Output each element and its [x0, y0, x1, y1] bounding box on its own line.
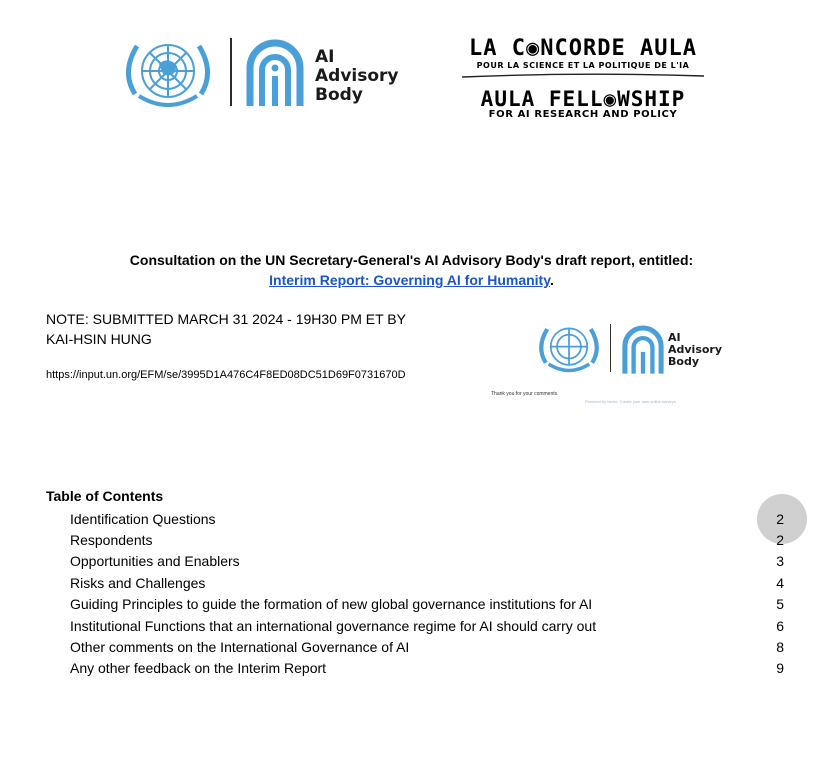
fellowship-title: AULA FELL◉WSHIP [480, 87, 686, 111]
toc-item-page: 9 [776, 660, 784, 677]
toc-item[interactable] [70, 551, 784, 572]
body-label: Body [315, 85, 363, 105]
toc-item-label: Institutional Functions that an international governance regime for AI should carry out [70, 617, 597, 634]
submission-url: https://input.un.org/EFM/se/3995D1A476C4F8ED08DC51D69F0731670D [46, 369, 406, 381]
toc-item-label: Any other feedback on the Interim Report [70, 660, 327, 677]
toc-item[interactable] [70, 529, 784, 550]
ai-advisory-body-logotype [315, 48, 399, 105]
toc-item[interactable] [70, 594, 784, 615]
consultation-title [0, 250, 823, 290]
un-emblem-small-icon [536, 320, 602, 376]
toc-item-page: 3 [776, 553, 784, 570]
concorde-subtitle: POUR LA SCIENCE ET LA POLITIQUE DE L'IA [476, 61, 690, 70]
link-suffix: . [549, 272, 554, 288]
toc-item-page: 2 [776, 532, 784, 549]
toc-item-label: Opportunities and Enablers [70, 553, 240, 570]
advisory-label: Advisory [315, 66, 399, 86]
ai-advisory-body-icon [246, 38, 304, 106]
un-emblem-icon [121, 34, 215, 112]
toc-item-page: 2 [776, 510, 784, 527]
powered-by-text: Powered by Nexio. Create your own online surveys [585, 399, 676, 404]
toc-item-label: Other comments on the International Governance of AI [70, 639, 410, 656]
la-concorde-aula-logo [458, 38, 708, 120]
toc-item-page: 4 [776, 574, 784, 591]
ai-advisory-body-small-icon [622, 324, 664, 374]
page-header [0, 30, 823, 120]
toc-item[interactable] [70, 658, 784, 679]
submission-note [46, 309, 466, 349]
toc-item-page: 6 [776, 617, 784, 634]
ai-label: AI [315, 47, 335, 67]
toc-item-label: Guiding Principles to guide the formation of new global governance institutions for AI [70, 596, 593, 613]
toc-item[interactable] [70, 615, 784, 636]
small-advisory-label: Advisory [668, 343, 723, 356]
toc-list [70, 508, 784, 679]
small-ai-label: AI [668, 331, 681, 344]
toc-item[interactable] [70, 508, 784, 529]
toc-item[interactable] [70, 572, 784, 593]
note-line-1: NOTE: SUBMITTED MARCH 31 2024 - 19H30 PM ET BY [46, 311, 406, 327]
toc-heading: Table of Contents [46, 488, 164, 504]
swoosh-line-icon [458, 72, 708, 78]
concorde-title: LA C◉NCORDE AULA [469, 36, 697, 61]
small-body-label: Body [668, 355, 699, 368]
small-ai-logotype [668, 332, 722, 368]
fellowship-subtitle: FOR AI RESEARCH AND POLICY [488, 109, 678, 120]
confirmation-screenshot [536, 320, 726, 378]
thank-you-text: Thank you for your comments. [491, 391, 559, 397]
interim-report-link[interactable]: Interim Report: Governing AI for Humanity [269, 272, 550, 288]
toc-item-label: Identification Questions [70, 510, 216, 527]
toc-item-label: Respondents [70, 532, 153, 549]
toc-item-page: 8 [776, 639, 784, 656]
small-logo-divider [610, 324, 611, 372]
note-line-2: KAI-HSIN HUNG [46, 331, 152, 347]
toc-item-label: Risks and Challenges [70, 574, 206, 591]
toc-item-page: 5 [776, 596, 784, 613]
consultation-line: Consultation on the UN Secretary-General's AI Advisory Body's draft report, entitled: [129, 252, 694, 268]
logo-divider [230, 38, 232, 106]
toc-item[interactable] [70, 636, 784, 657]
